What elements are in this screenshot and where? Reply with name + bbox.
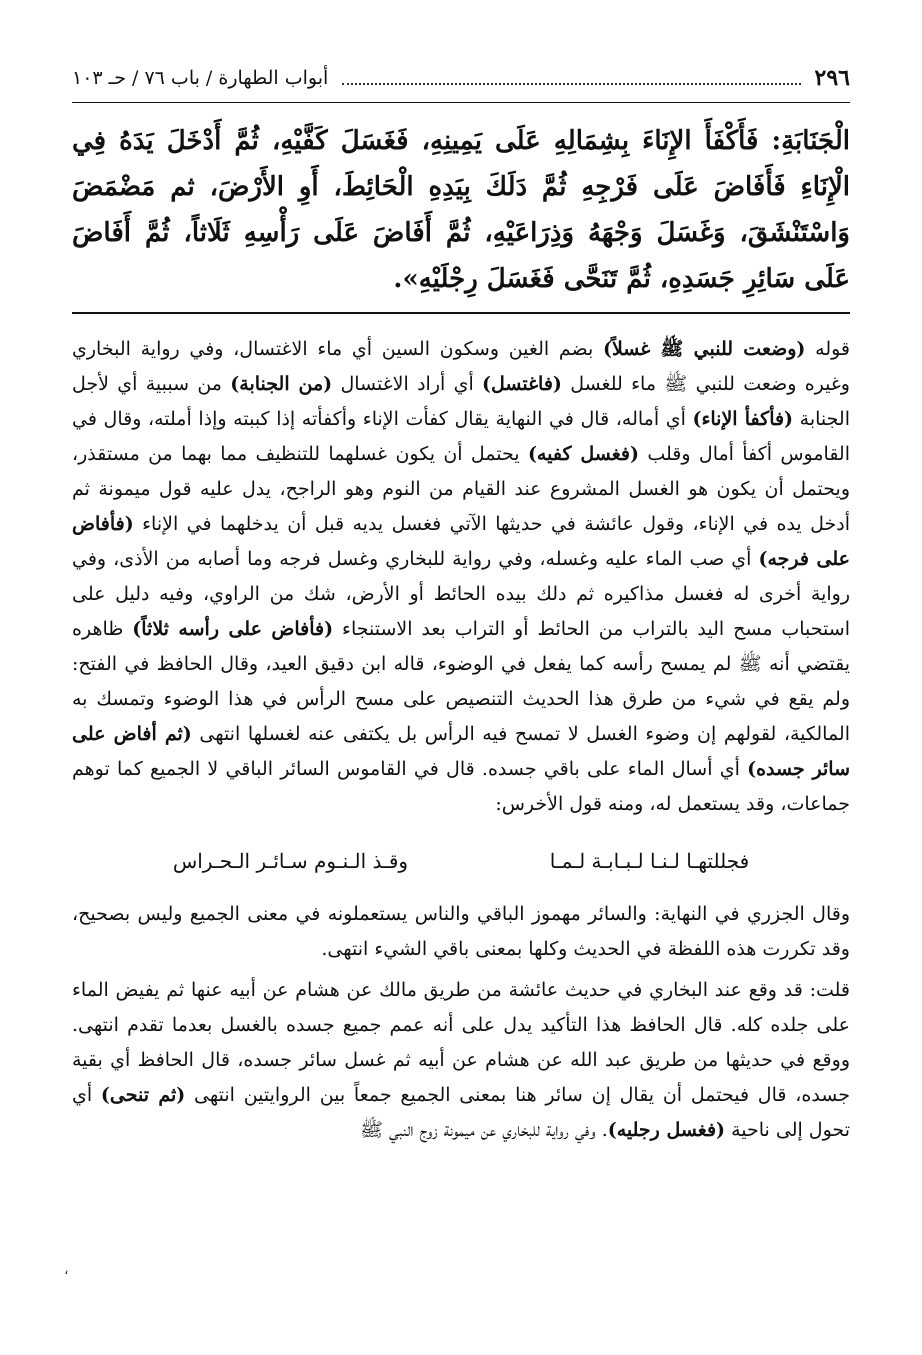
commentary-text: . وفي رواية للبخاري عن ميمونة زوج النبي ﷺ [360, 1119, 608, 1141]
commentary-text: من سببية أي لأجل الجنابة [72, 373, 850, 430]
header-dotted-leader [342, 83, 800, 85]
stray-print-mark: ، [64, 1262, 69, 1278]
verse-hemistich-first: فجللتهـا لـنـا لـبـابـة لـمـا [549, 849, 750, 873]
commentary-text: أي تحول إلى ناحية [72, 1084, 850, 1141]
quoted-phrase: (فغسل رجليه) [607, 1119, 726, 1141]
verse-hemistich-second: وقـذ الـنـوم سـائـر الـحـراس [172, 849, 409, 873]
hadith-text [72, 118, 850, 302]
commentary-text: أي أسال الماء على باقي جسده. قال في القاموس السائر الباقي لا الجميع كما توهم جماعات، وقد يستعمل له، ومنه قول الأخرس: [72, 758, 850, 815]
quoted-phrase: (فاغتسل) [482, 373, 562, 395]
quoted-phrase: (فأكفأ الإناء) [692, 408, 794, 430]
quoted-phrase: (فأفاض على فرجه) [72, 513, 850, 570]
commentary-text: يحتمل أن يكون غسلهما للتنظيف مما بهما من مستقذر، ويحتمل أن يكون هو الغسل المشروع عند القيام من النوم وهو الراجح، يدل عليه قول ميمونة ثم أدخل يده في الإناء، وقول عائشة في حديثها الآتي فغسل يديه قبل أن يدخلهما في الإناء [72, 443, 850, 535]
commentary-paragraph-2: وقال الجزري في النهاية: والسائر مهموز الباقي والناس يستعملونه في معنى الجميع وليس بصحيح، وقد تكررت هذه اللفظة في الحديث وكلها بمعنى باقي الشيء انتهى. [72, 903, 850, 960]
commentary-paragraph-3 [72, 973, 850, 1148]
quoted-phrase: (فأفاض على رأسه ثلاثاً) [132, 618, 334, 640]
quoted-phrase: (ثم تنحى) [100, 1084, 186, 1106]
page-header [72, 58, 850, 103]
commentary-text: بضم الغين وسكون السين أي ماء الاغتسال، وفي رواية البخاري وغيره وضعت للنبي ﷺ ماء للغسل [72, 338, 850, 395]
poetry-verse [102, 844, 820, 879]
book-page [72, 40, 850, 1330]
commentary-text: أي أراد الاغتسال [332, 373, 483, 395]
quoted-phrase: (فغسل كفيه) [527, 443, 639, 465]
page-number: ٢٩٦ [814, 65, 850, 91]
running-title: أبواب الطهارة / باب ٧٦ / حـ ١٠٣ [72, 67, 329, 89]
commentary [72, 332, 850, 1148]
commentary-text: أي صب الماء عليه وغسله، وفي رواية للبخاري وغسل فرجه وما أصابه من الأذى، وفي رواية أخرى له فغسل مذاكيره ثم دلك بيده الحائط أو الأرض، شك من الراوي، وفيه دليل على استحباب مسح اليد بالتراب من الحائط أو التراب بعد الاستنجاء [72, 548, 850, 640]
quoted-phrase: (وضعت للنبي ﷺ غسلاً) [602, 338, 806, 360]
text-divider [72, 312, 850, 314]
commentary-text: قوله [805, 338, 851, 360]
commentary-paragraph-1 [72, 332, 850, 822]
quoted-phrase: (ثم أفاض على سائر جسده) [72, 723, 850, 780]
commentary-text: أي أماله، قال في النهاية يقال كفأت الإناء وأكفأته إذا كببته وإذا أملته، وقال في القاموس أكفأ أمال وقلب [72, 408, 851, 465]
hadith-paragraph: الْجَنَابَةِ: فَأَكْفَأَ الإِنَاءَ بِشِمَالِهِ عَلَى يَمِينِهِ، فَغَسَلَ كَفَّيْهِ، ثُمَّ أَدْخَلَ يَدَهُ فِي الْإِنَاءِ فَأَفَاضَ عَلَى فَرْجِهِ ثُمَّ دَلَكَ بِيَدِهِ الْحَائِطَ، أَوِ الأَرْضَ، ثم مَضْمَضَ وَاسْتَنْشَقَ، وَغَسَلَ وَجْهَهُ وَذِرَاعَيْهِ، ثُمَّ أَفَاضَ عَلَى رَأْسِهِ ثَلَاثاً، ثُمَّ أَفَاضَ عَلَى سَائِرِ جَسَدِهِ، ثُمَّ تَنَحَّى فَغَسَلَ رِجْلَيْهِ». [72, 126, 850, 294]
commentary-text: ظاهره يقتضي أنه ﷺ لم يمسح رأسه كما يفعل في الوضوء، قاله ابن دقيق العيد، وقال الحافظ في الفتح: ولم يقع في شيء من طرق هذا الحديث التنصيص على مسح الرأس في هذا الوضوء وتمسك به المالكية، لقولهم إن وضوء الغسل لا تمسح فيه الرأس بل يكتفى عنه لغسلها انتهى [72, 618, 850, 745]
quoted-phrase: (من الجنابة) [230, 373, 333, 395]
commentary-text: قلت: قد وقع عند البخاري في حديث عائشة من طريق مالك عن هشام عن أبيه عنها ثم يفيض الماء على جلده كله. قال الحافظ هذا التأكيد يدل على أنه عمم جميع جسده بالغسل بعدما تقدم انتهى. ووقع في حديثها من طريق عبد الله عن هشام عن أبيه ثم غسل سائر جسده، قال الحافظ أي بقية جسده، قال فيحتمل أن يقال إن سائر هنا بمعنى الجميع جمعاً بين الروايتين انتهى [72, 979, 850, 1106]
